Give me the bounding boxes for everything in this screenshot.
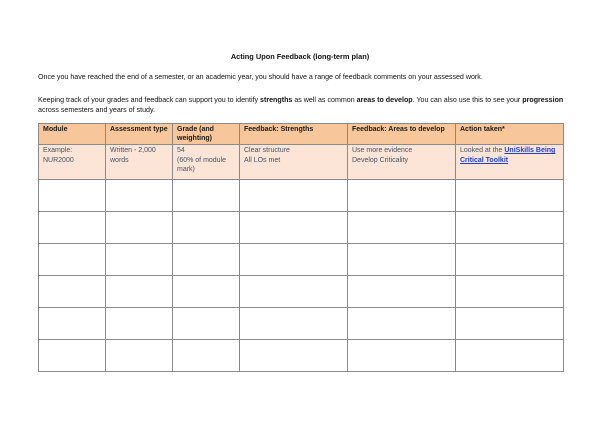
module-cell[interactable]	[39, 244, 106, 276]
strengths-cell[interactable]	[240, 308, 348, 340]
table-row	[39, 308, 564, 340]
strengths-cell[interactable]	[240, 212, 348, 244]
header-action-taken: Action taken*	[456, 124, 564, 145]
tracking-paragraph	[38, 95, 568, 116]
module-cell[interactable]	[39, 180, 106, 212]
action-cell[interactable]	[456, 180, 564, 212]
table-row	[39, 340, 564, 372]
module-cell[interactable]	[39, 212, 106, 244]
table-row	[39, 180, 564, 212]
table-row	[39, 244, 564, 276]
cell-text: Example:	[43, 147, 73, 155]
cell-text: NUR2000	[43, 156, 74, 164]
assessment-cell[interactable]	[106, 340, 173, 372]
assessment-cell[interactable]	[106, 212, 173, 244]
paragraph-text: as well as common	[292, 96, 357, 104]
cell-text: (60% of module	[177, 156, 227, 164]
header-grade: Grade (and weighting)	[173, 124, 240, 145]
action-cell[interactable]	[456, 308, 564, 340]
areas-cell[interactable]	[348, 212, 456, 244]
assessment-cell[interactable]	[106, 180, 173, 212]
areas-cell[interactable]	[348, 276, 456, 308]
cell-text: Written - 2,000	[110, 147, 156, 155]
assessment-cell[interactable]	[106, 308, 173, 340]
grade-cell[interactable]	[173, 244, 240, 276]
strengths-cell[interactable]	[240, 180, 348, 212]
example-assessment-cell[interactable]	[106, 145, 173, 180]
intro-paragraph: Once you have reached the end of a semester, or an academic year, you should have a range of feedback comments on your assessed work.	[38, 73, 483, 81]
paragraph-text: . You can also use this to see your	[412, 96, 523, 104]
strengths-cell[interactable]	[240, 340, 348, 372]
header-areas-to-develop: Feedback: Areas to develop	[348, 124, 456, 145]
cell-text: Clear structure	[244, 147, 290, 155]
example-row	[39, 145, 564, 180]
paragraph-text: across semesters and years of study.	[38, 106, 155, 115]
assessment-cell[interactable]	[106, 244, 173, 276]
grade-cell[interactable]	[173, 276, 240, 308]
document-title: Acting Upon Feedback (long-term plan)	[230, 52, 370, 61]
progression-emphasis: progression	[522, 96, 564, 104]
example-grade-cell[interactable]	[173, 145, 240, 180]
action-cell[interactable]	[456, 244, 564, 276]
cell-text: mark)	[177, 165, 195, 173]
table-row	[39, 276, 564, 308]
feedback-plan-table	[38, 123, 564, 372]
example-areas-cell[interactable]	[348, 145, 456, 180]
cell-text: Looked at the	[460, 147, 505, 155]
areas-cell[interactable]	[348, 180, 456, 212]
grade-cell[interactable]	[173, 212, 240, 244]
strengths-cell[interactable]	[240, 276, 348, 308]
action-cell[interactable]	[456, 212, 564, 244]
areas-cell[interactable]	[348, 340, 456, 372]
assessment-cell[interactable]	[106, 276, 173, 308]
example-module-cell[interactable]	[39, 145, 106, 180]
header-strengths: Feedback: Strengths	[240, 124, 348, 145]
cell-text: Use more evidence	[352, 147, 413, 155]
module-cell[interactable]	[39, 276, 106, 308]
module-cell[interactable]	[39, 340, 106, 372]
areas-cell[interactable]	[348, 244, 456, 276]
grade-cell[interactable]	[173, 180, 240, 212]
uniskills-toolkit-link[interactable]: UniSkills Being Critical Toolkit	[460, 147, 556, 164]
cell-text: Develop Criticality	[352, 156, 409, 164]
paragraph-text: Keeping track of your grades and feedback can support you to identify	[38, 96, 261, 104]
areas-cell[interactable]	[348, 308, 456, 340]
module-cell[interactable]	[39, 308, 106, 340]
table-header-row	[39, 124, 564, 145]
cell-text: All LOs met	[244, 156, 281, 164]
areas-emphasis: areas to develop	[356, 96, 413, 104]
grade-cell[interactable]	[173, 340, 240, 372]
action-cell[interactable]	[456, 276, 564, 308]
example-action-cell[interactable]	[456, 145, 564, 180]
example-strengths-cell[interactable]	[240, 145, 348, 180]
cell-text: 54	[177, 147, 185, 155]
strengths-emphasis: strengths	[260, 96, 293, 104]
table-row	[39, 212, 564, 244]
strengths-cell[interactable]	[240, 244, 348, 276]
grade-cell[interactable]	[173, 308, 240, 340]
header-assessment-type: Assessment type	[106, 124, 173, 145]
action-cell[interactable]	[456, 340, 564, 372]
header-module: Module	[39, 124, 106, 145]
cell-text: words	[110, 156, 129, 164]
